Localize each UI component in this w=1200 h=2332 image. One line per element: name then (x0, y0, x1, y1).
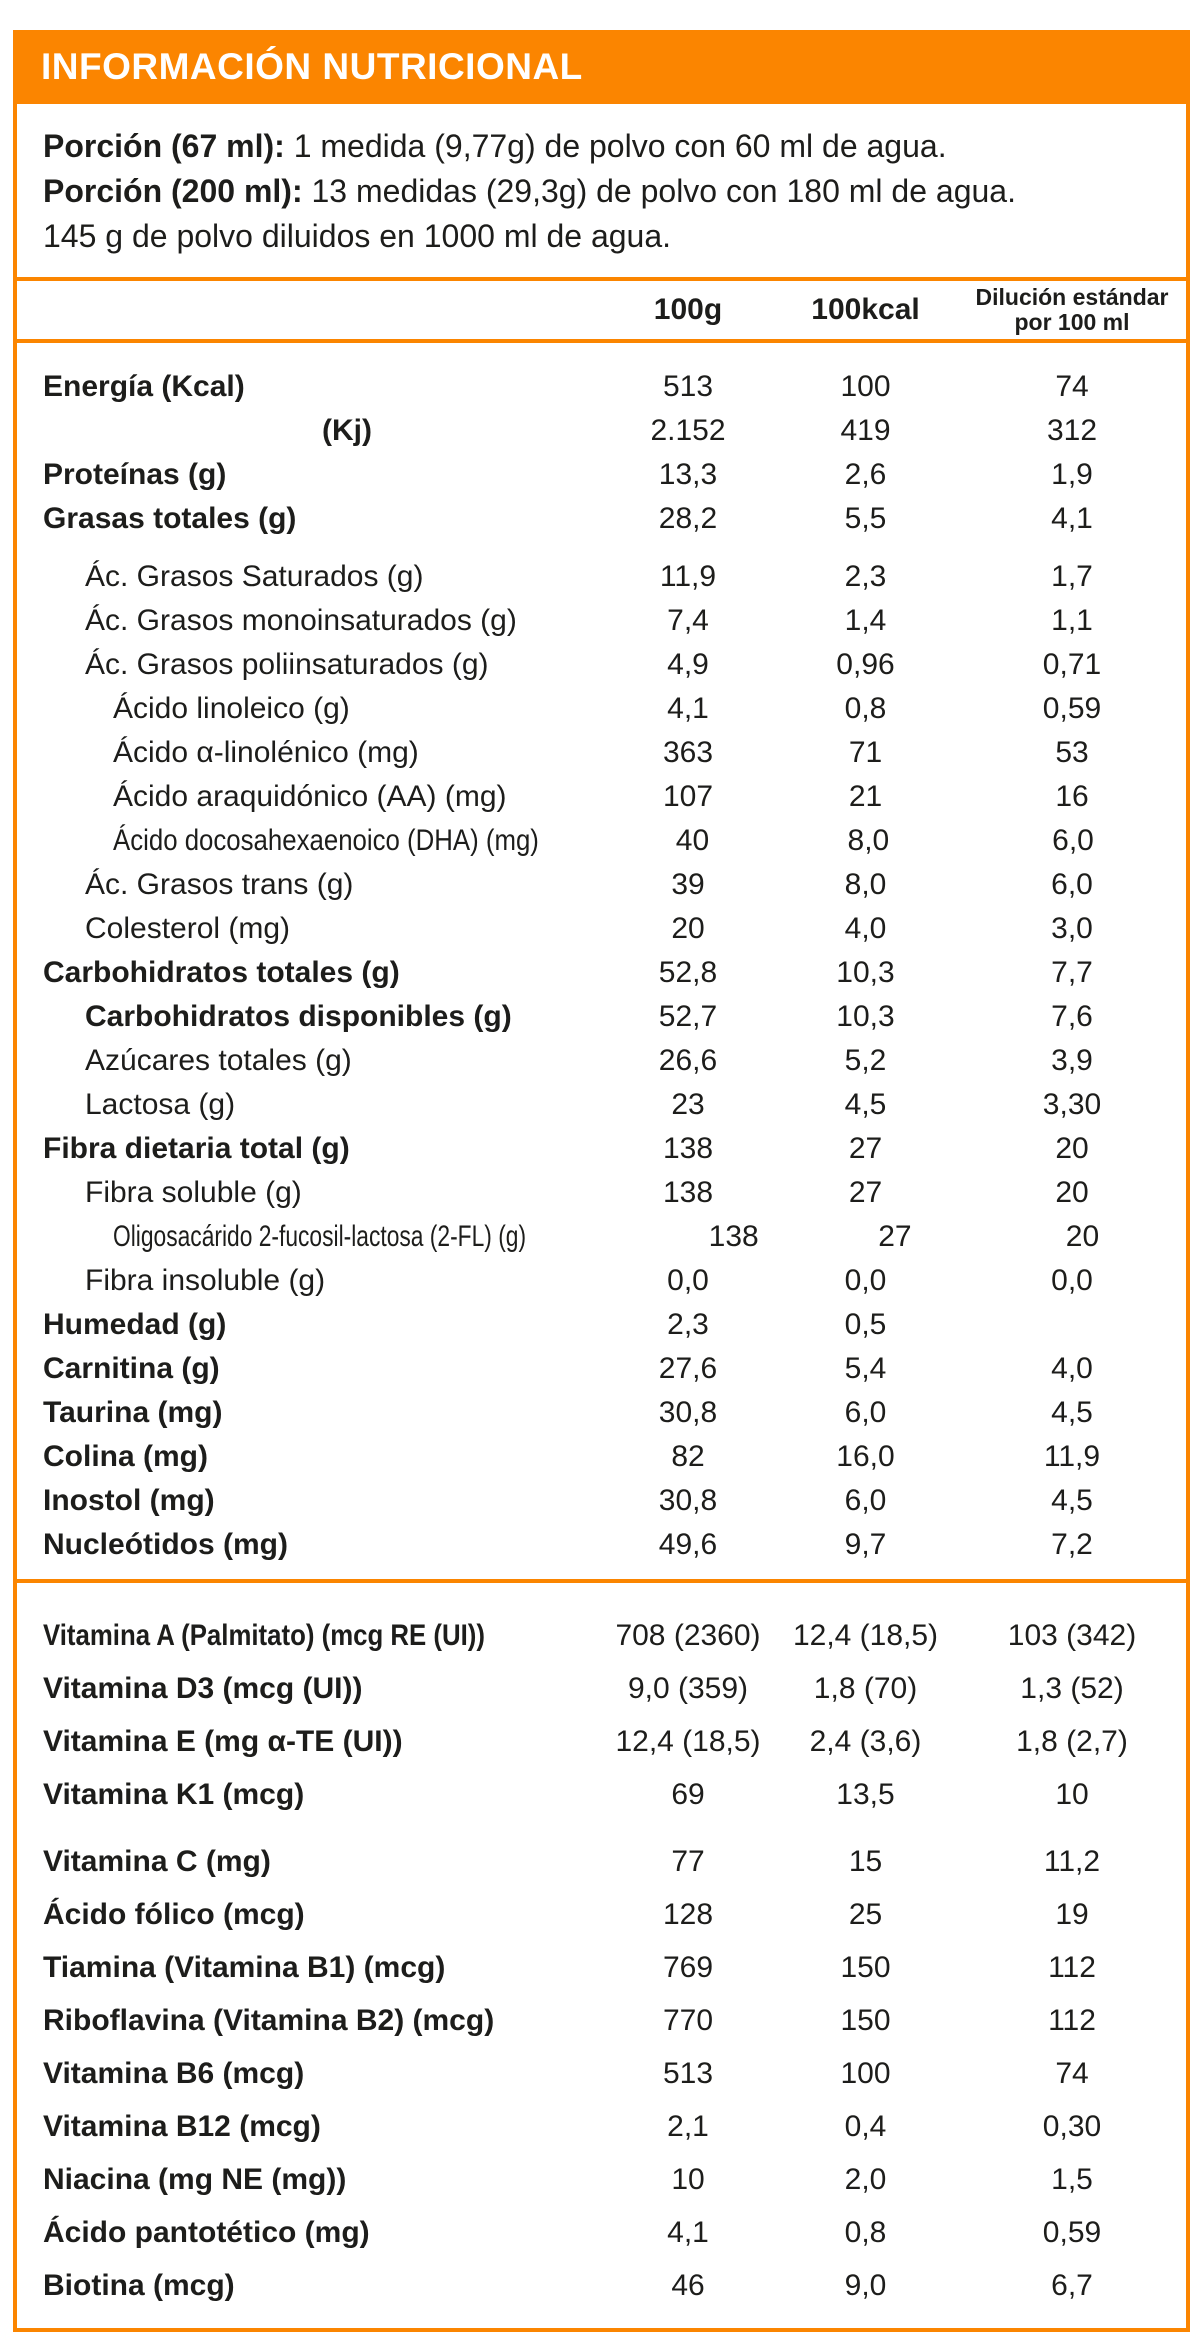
serving-line-text: 145 g de polvo diluidos en 1000 ml de agua. (43, 218, 672, 254)
value-cell-100kcal: 150 (840, 1950, 891, 1984)
table-row (17, 2259, 1186, 2312)
table-row (17, 819, 1186, 863)
value-cell-dilution: 7,2 (1051, 1528, 1093, 1561)
table-row (17, 555, 1186, 599)
value-cell-100g: 28,2 (658, 502, 718, 535)
row-label: Vitamina D3 (mcg (UI)) (43, 1671, 363, 1705)
value-cell-100g: 0,0 (667, 1264, 709, 1297)
value-cell-100kcal: 9,7 (844, 1528, 887, 1561)
value-cell-100g: 138 (662, 1132, 714, 1165)
row-label: Carbohidratos totales (g) (43, 956, 400, 989)
table-row (17, 1715, 1186, 1768)
value-cell-dilution: 3,9 (1051, 1044, 1093, 1077)
value-cell-100kcal: 2,6 (844, 458, 887, 491)
row-label: Grasas totales (g) (43, 502, 297, 535)
value-cell-100kcal: 2,4 (3,6) (809, 1724, 922, 1758)
serving-line (43, 169, 1176, 214)
table-row (17, 1994, 1186, 2047)
table-row (17, 1391, 1186, 1435)
column-label-100g: 100g (653, 293, 723, 326)
row-label: Ácido pantotético (mg) (43, 2215, 370, 2249)
value-cell-100g: 2.152 (650, 414, 726, 447)
row-label: Vitamina K1 (mcg) (43, 1777, 305, 1811)
row-label: Ác. Grasos monoinsaturados (g) (85, 604, 517, 637)
value-cell-dilution: 112 (1048, 2003, 1096, 2037)
value-cell-100g: 138 (662, 1176, 714, 1209)
value-cell-100g: 107 (662, 780, 714, 813)
table-row (17, 599, 1186, 643)
row-label: Humedad (g) (43, 1308, 227, 1341)
value-cell-dilution: 1,5 (1051, 2162, 1093, 2196)
value-cell-dilution: 1,8 (2,7) (1016, 1724, 1128, 1758)
value-cell-100g: 708 (2360) (615, 1618, 761, 1652)
value-cell-100kcal: 10,3 (836, 956, 895, 989)
value-cell-dilution: 3,0 (1051, 912, 1093, 945)
value-cell-100g: 138 (708, 1220, 759, 1253)
row-label: Fibra insoluble (g) (85, 1264, 326, 1297)
value-cell-100g: 39 (671, 868, 705, 901)
value-cell-100kcal: 0,5 (844, 1308, 887, 1341)
serving-line-text: 13 medidas (29,3g) de polvo con 180 ml de agua. (302, 173, 1016, 209)
value-cell-100g: 4,1 (667, 2215, 709, 2249)
table-row (17, 1941, 1186, 1994)
table-row (17, 687, 1186, 731)
value-cell-dilution: 4,5 (1051, 1484, 1093, 1517)
value-cell-100kcal: 2,3 (844, 560, 887, 593)
value-cell-dilution: 11,2 (1043, 1844, 1101, 1878)
value-cell-100kcal: 5,5 (844, 502, 887, 535)
value-cell-dilution: 103 (342) (1007, 1618, 1137, 1652)
value-cell-100g: 77 (671, 1844, 705, 1878)
value-cell-dilution: 20 (1065, 1220, 1100, 1253)
column-header-row (13, 281, 1190, 343)
table-row (17, 995, 1186, 1039)
value-cell-dilution: 7,6 (1051, 1000, 1093, 1033)
serving-line-bold: Porción (67 ml): (43, 128, 285, 164)
value-cell-100kcal: 4,5 (844, 1088, 887, 1121)
value-cell-dilution: 0,0 (1051, 1264, 1093, 1297)
row-label: Oligosacárido 2-fucosil-lactosa (2-FL) (g) (113, 1220, 527, 1253)
serving-line (43, 214, 1176, 259)
row-label: Vitamina B12 (mcg) (43, 2109, 321, 2143)
table-row (17, 453, 1186, 497)
table-row (17, 2153, 1186, 2206)
table-row (17, 863, 1186, 907)
value-cell-100kcal: 5,4 (844, 1352, 887, 1385)
value-cell-100g: 10 (671, 2162, 705, 2196)
value-cell-dilution: 20 (1055, 1176, 1089, 1209)
row-label: Vitamina C (mg) (43, 1844, 271, 1878)
title-band (13, 30, 1190, 104)
row-label: Carnitina (g) (43, 1352, 220, 1385)
value-cell-100kcal: 419 (840, 414, 891, 447)
value-cell-dilution: 19 (1055, 1897, 1089, 1931)
value-cell-dilution: 4,0 (1051, 1352, 1093, 1385)
table-row (17, 1039, 1186, 1083)
table-row (17, 1523, 1186, 1567)
value-cell-100g: 770 (662, 2003, 714, 2037)
value-cell-100kcal: 100 (840, 370, 891, 403)
value-cell-100kcal: 0,0 (844, 1264, 887, 1297)
row-label: Ác. Grasos trans (g) (85, 868, 354, 901)
value-cell-dilution: 1,3 (52) (1020, 1671, 1124, 1705)
value-cell-dilution: 53 (1055, 736, 1089, 769)
value-cell-100kcal: 4,0 (844, 912, 887, 945)
value-cell-100kcal: 8,0 (847, 824, 890, 857)
table-row (17, 2206, 1186, 2259)
table-row (17, 2047, 1186, 2100)
value-cell-100kcal: 9,0 (844, 2268, 887, 2302)
row-label: Ácido linoleico (g) (113, 692, 350, 725)
table-row (17, 1768, 1186, 1821)
value-cell-100g: 13,3 (658, 458, 718, 491)
value-cell-dilution: 16 (1055, 780, 1089, 813)
value-cell-100g: 23 (671, 1088, 705, 1121)
value-cell-100kcal: 150 (840, 2003, 891, 2037)
value-cell-100g: 40 (675, 824, 710, 857)
value-cell-dilution: 74 (1055, 2056, 1089, 2090)
value-cell-100g: 12,4 (18,5) (615, 1724, 761, 1758)
row-label: Colesterol (mg) (85, 912, 291, 945)
table-row (17, 1662, 1186, 1715)
table-row (17, 1259, 1186, 1303)
value-cell-100kcal: 8,0 (844, 868, 887, 901)
row-label: Lactosa (g) (85, 1088, 236, 1121)
table-row (17, 2100, 1186, 2153)
value-cell-dilution: 312 (1046, 414, 1098, 447)
main-table-section (13, 343, 1190, 1583)
row-label: Colina (mg) (43, 1440, 208, 1473)
row-label: Vitamina B6 (mcg) (43, 2056, 305, 2090)
row-label: Ácido docosahexaenoico (DHA) (mg) (113, 824, 539, 857)
value-cell-100kcal: 100 (840, 2056, 891, 2090)
value-cell-100g: 363 (662, 736, 714, 769)
value-cell-100kcal: 10,3 (836, 1000, 895, 1033)
value-cell-100g: 2,1 (667, 2109, 709, 2143)
value-cell-dilution: 6,7 (1051, 2268, 1093, 2302)
value-cell-dilution: 0,30 (1042, 2109, 1102, 2143)
value-cell-100kcal: 0,8 (844, 692, 887, 725)
row-label: Ácido α-linolénico (mg) (113, 736, 419, 769)
table-row (17, 1171, 1186, 1215)
value-cell-100g: 513 (662, 2056, 714, 2090)
value-cell-100kcal: 5,2 (844, 1044, 887, 1077)
row-label: Riboflavina (Vitamina B2) (mcg) (43, 2003, 495, 2037)
value-cell-dilution: 1,7 (1051, 560, 1093, 593)
table-row (17, 1888, 1186, 1941)
value-cell-100g: 4,1 (667, 692, 709, 725)
row-label: Fibra dietaria total (g) (43, 1132, 350, 1165)
serving-line-text: 1 medida (9,77g) de polvo con 60 ml de agua. (284, 128, 947, 164)
value-cell-dilution: 0,71 (1042, 648, 1102, 681)
value-cell-100g: 30,8 (658, 1484, 718, 1517)
value-cell-dilution: 11,9 (1043, 1440, 1101, 1473)
value-cell-100kcal: 12,4 (18,5) (792, 1618, 939, 1652)
value-cell-dilution: 4,5 (1051, 1396, 1093, 1429)
value-cell-100g: 769 (662, 1950, 714, 1984)
value-cell-100kcal: 16,0 (836, 1440, 895, 1473)
value-cell-100g: 52,7 (658, 1000, 718, 1033)
row-label: Ácido araquidónico (AA) (mg) (113, 780, 507, 813)
value-cell-dilution: 74 (1055, 370, 1089, 403)
table-row (17, 1303, 1186, 1347)
page-title: INFORMACIÓN NUTRICIONAL (41, 46, 583, 87)
value-cell-100g: 9,0 (359) (627, 1671, 749, 1705)
table-row (17, 951, 1186, 995)
value-cell-100g: 26,6 (658, 1044, 718, 1077)
value-cell-100kcal: 2,0 (844, 2162, 887, 2196)
row-label: Ácido fólico (mcg) (43, 1897, 305, 1931)
table-row (17, 775, 1186, 819)
row-label: Vitamina E (mg α-TE (UI)) (43, 1724, 403, 1758)
value-cell-100g: 27,6 (658, 1352, 718, 1385)
row-label: Ác. Grasos poliinsaturados (g) (85, 648, 489, 681)
row-label: Nucleótidos (mg) (43, 1528, 288, 1561)
value-cell-100g: 52,8 (658, 956, 718, 989)
row-label: Ác. Grasos Saturados (g) (85, 560, 424, 593)
column-label-dilution: Dilución estándar por 100 ml (975, 284, 1169, 335)
row-label: (Kj) (322, 414, 372, 447)
row-label: Azúcares totales (g) (85, 1044, 352, 1077)
row-label: Taurina (mg) (43, 1396, 223, 1429)
table-row (17, 1835, 1186, 1888)
row-label: Energía (Kcal) (43, 370, 245, 403)
value-cell-dilution: 7,7 (1051, 956, 1093, 989)
value-cell-100g: 82 (671, 1440, 705, 1473)
value-cell-100g: 2,3 (667, 1308, 709, 1341)
value-cell-100kcal: 6,0 (844, 1396, 887, 1429)
value-cell-100g: 4,9 (667, 648, 709, 681)
value-cell-100g: 46 (671, 2268, 705, 2302)
value-cell-dilution: 20 (1055, 1132, 1089, 1165)
value-cell-100g: 513 (662, 370, 714, 403)
value-cell-100g: 69 (671, 1777, 705, 1811)
value-cell-dilution: 4,1 (1051, 502, 1093, 535)
value-cell-dilution: 0,59 (1042, 692, 1102, 725)
value-cell-100g: 30,8 (658, 1396, 718, 1429)
value-cell-100kcal: 0,8 (844, 2215, 887, 2249)
table-row (17, 731, 1186, 775)
table-row (17, 497, 1186, 541)
value-cell-dilution: 6,0 (1051, 868, 1093, 901)
value-cell-100kcal: 15 (848, 1844, 883, 1878)
row-label: Biotina (mcg) (43, 2268, 235, 2302)
table-row (17, 907, 1186, 951)
value-cell-100g: 128 (662, 1897, 714, 1931)
value-cell-100g: 7,4 (667, 604, 709, 637)
row-label: Tiamina (Vitamina B1) (mcg) (43, 1950, 446, 1984)
value-cell-100g: 49,6 (658, 1528, 718, 1561)
column-label-100kcal: 100kcal (811, 293, 920, 326)
value-cell-dilution: 1,1 (1051, 604, 1093, 637)
value-cell-100kcal: 13,5 (836, 1777, 895, 1811)
row-label: Fibra soluble (g) (85, 1176, 302, 1209)
table-row (17, 1347, 1186, 1391)
value-cell-dilution: 10 (1055, 1777, 1089, 1811)
table-row (17, 1609, 1186, 1662)
table-row (17, 1215, 1186, 1259)
serving-line (43, 124, 1176, 169)
table-row (17, 1083, 1186, 1127)
value-cell-100kcal: 27 (878, 1220, 912, 1253)
row-label: Niacina (mg NE (mg)) (43, 2162, 347, 2196)
table-row (17, 643, 1186, 687)
vitamins-table-section (13, 1583, 1190, 2332)
value-cell-100kcal: 0,4 (844, 2109, 887, 2143)
serving-line-bold: Porción (200 ml): (43, 173, 303, 209)
row-label: Inostol (mg) (43, 1484, 215, 1517)
value-cell-dilution: 112 (1048, 1950, 1096, 1984)
table-row (17, 365, 1186, 409)
value-cell-100kcal: 1,4 (844, 604, 887, 637)
value-cell-dilution: 6,0 (1052, 824, 1094, 857)
value-cell-100kcal: 27 (848, 1176, 883, 1209)
table-row (17, 1435, 1186, 1479)
value-cell-dilution: 3,30 (1042, 1088, 1102, 1121)
value-cell-100kcal: 6,0 (844, 1484, 887, 1517)
serving-section (13, 104, 1190, 281)
table-row (17, 409, 1186, 453)
table-row (17, 1127, 1186, 1171)
value-cell-100kcal: 0,96 (836, 648, 895, 681)
value-cell-100g: 20 (671, 912, 705, 945)
value-cell-100kcal: 27 (848, 1132, 883, 1165)
row-label: Vitamina A (Palmitato) (mcg RE (UI)) (43, 1618, 485, 1652)
row-label: Carbohidratos disponibles (g) (85, 1000, 512, 1033)
value-cell-100kcal: 1,8 (70) (813, 1671, 918, 1705)
row-label: Proteínas (g) (43, 458, 227, 491)
nutrition-label (13, 30, 1190, 2332)
value-cell-dilution: 0,59 (1042, 2215, 1102, 2249)
value-cell-dilution: 1,9 (1051, 458, 1093, 491)
value-cell-100kcal: 21 (848, 780, 883, 813)
value-cell-100g: 11,9 (659, 560, 717, 593)
value-cell-100kcal: 71 (848, 736, 883, 769)
value-cell-100kcal: 25 (848, 1897, 883, 1931)
table-row (17, 1479, 1186, 1523)
